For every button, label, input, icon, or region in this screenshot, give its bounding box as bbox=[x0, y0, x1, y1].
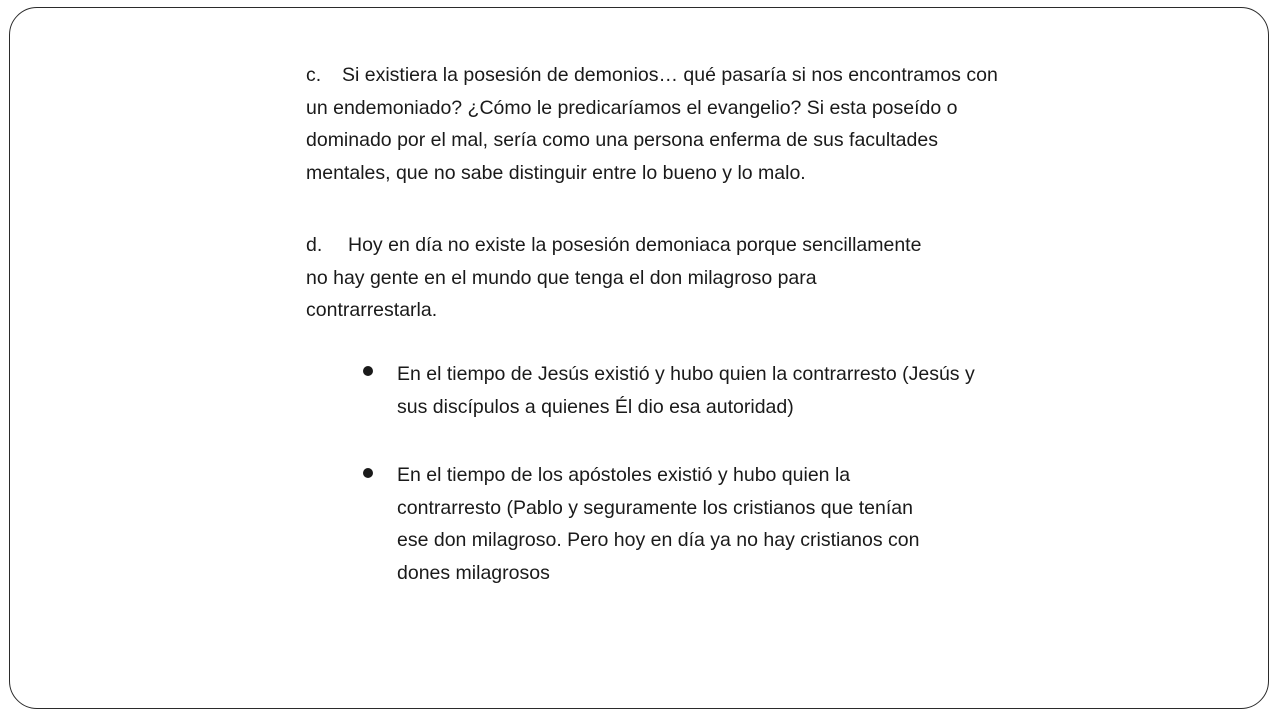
bullet-item-2-line-1: En el tiempo de los apóstoles existió y hubo quien la bbox=[397, 464, 851, 486]
paragraph-d-line-3: contrarrestarla. bbox=[306, 299, 438, 321]
paragraph-c-line-3: dominado por el mal, sería como una persona enferma de sus facultades bbox=[306, 129, 938, 151]
paragraph-c-line-4: mentales, que no sabe distinguir entre lo bueno y lo malo. bbox=[306, 161, 806, 184]
bullet-item-1-line-1: En el tiempo de Jesús existió y hubo quien la contrarresto (Jesús y bbox=[397, 363, 975, 385]
paragraph-d-line-1 bbox=[306, 229, 921, 262]
paragraph-c bbox=[306, 59, 998, 189]
bullet-item-2-line-4: dones milagrosos bbox=[397, 561, 550, 584]
bullet-item-1-line-2: sus discípulos a quienes Él dio esa autoridad) bbox=[397, 395, 794, 418]
paragraph-d-line-2: no hay gente en el mundo que tenga el don milagroso para bbox=[306, 266, 817, 289]
bullet-item-1 bbox=[397, 358, 975, 423]
paragraph-d bbox=[306, 229, 921, 327]
paragraph-d-text: Hoy en día no existe la posesión demoniaca porque sencillamente bbox=[348, 234, 922, 256]
bullet-icon bbox=[362, 365, 374, 377]
paragraph-c-line-1 bbox=[306, 59, 998, 92]
paragraph-d-label: d. bbox=[306, 234, 323, 256]
paragraph-c-line-2: un endemoniado? ¿Cómo le predicaríamos el evangelio? Si esta poseído o bbox=[306, 96, 958, 119]
bullet-icon bbox=[362, 467, 374, 479]
bullet-item-2 bbox=[397, 459, 919, 589]
paragraph-c-label: c. bbox=[306, 64, 322, 86]
paragraph-c-text: Si existiera la posesión de demonios… qué pasaría si nos encontramos con bbox=[342, 64, 998, 86]
bullet-item-2-line-3: ese don milagroso. Pero hoy en día ya no hay cristianos con bbox=[397, 529, 920, 551]
bullet-item-2-line-2: contrarresto (Pablo y seguramente los cristianos que tenían bbox=[397, 496, 913, 519]
